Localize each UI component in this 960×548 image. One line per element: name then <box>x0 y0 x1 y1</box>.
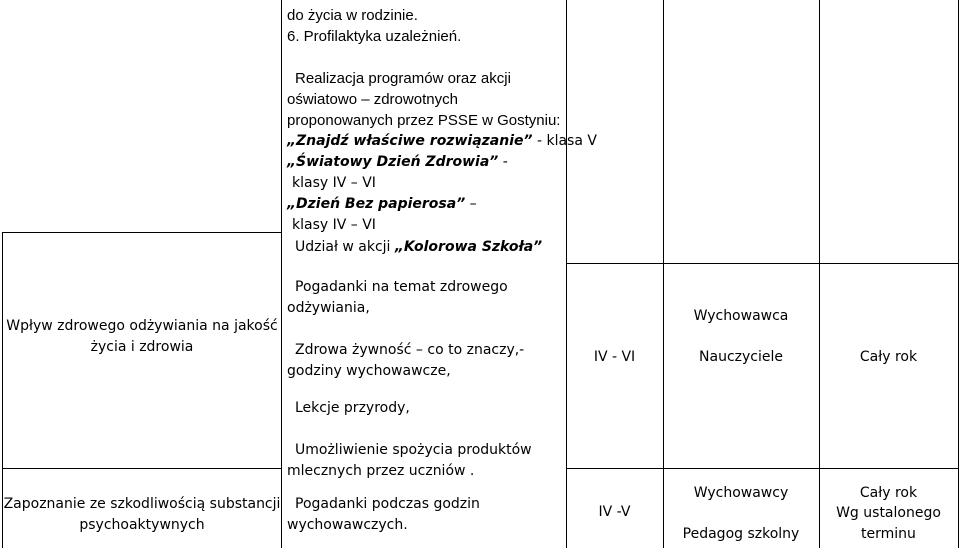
akcja-title: „Kolorowa Szkoła” <box>394 239 543 255</box>
program-suffix: - klasa V <box>532 133 597 149</box>
term-cell-row2: Cały rok <box>859 349 918 365</box>
grid-line <box>281 0 282 548</box>
topic-line: Zapoznanie ze szkodliwością substancji <box>3 496 281 512</box>
program-suffix: klasy IV – VI <box>292 175 376 191</box>
form-line: Pogadanki na temat zdrowego <box>295 279 508 295</box>
program-item <box>287 152 508 173</box>
akcja-line <box>295 237 542 258</box>
term-line: Wg ustalonego <box>836 505 941 521</box>
form-line: Umożliwienie spożycia produktów <box>295 442 532 458</box>
text-line: 6. Profilaktyka uzależnień. <box>287 28 462 45</box>
form-line: mlecznych przez uczniów . <box>287 463 475 479</box>
akcja-prefix: Udział w akcji <box>295 239 395 255</box>
grid-line <box>566 0 567 548</box>
form-line: odżywiania, <box>287 300 370 316</box>
form-line: Zdrowa żywność – co to znaczy,- <box>295 342 525 358</box>
responsible-line: Wychowawcy <box>693 485 789 501</box>
responsible-line: Nauczyciele <box>699 349 783 365</box>
program-title: „Światowy Dzień Zdrowia” <box>287 154 499 170</box>
grid-line <box>819 0 820 548</box>
program-item <box>292 215 376 236</box>
topic-line: Wpływ zdrowego odżywiania na jakość <box>6 318 278 334</box>
term-line: Cały rok <box>859 485 918 501</box>
program-item <box>287 194 477 215</box>
grid-line <box>2 468 282 469</box>
responsible-line: Pedagog szkolny <box>682 526 800 542</box>
text-line: do życia w rodzinie. <box>287 7 418 24</box>
form-line: Pogadanki podczas godzin <box>295 496 480 512</box>
text-line: oświatowo – zdrowotnych <box>287 91 458 108</box>
grid-line <box>566 263 959 264</box>
text-line: Realizacja programów oraz akcji <box>295 70 511 87</box>
program-suffix: - <box>498 154 508 170</box>
classes-cell-row3: IV -V <box>598 504 631 520</box>
program-title: „Dzień Bez papierosa” <box>287 196 466 212</box>
program-item <box>292 173 376 194</box>
grid-line <box>566 468 959 469</box>
program-suffix: klasy IV – VI <box>292 217 376 233</box>
responsible-line: Wychowawca <box>693 308 789 324</box>
program-suffix: – <box>465 196 477 212</box>
form-line: Lekcje przyrody, <box>295 400 410 416</box>
program-item <box>287 131 597 152</box>
program-title: „Znajdź właściwe rozwiązanie” <box>287 133 533 149</box>
topic-line: życia i zdrowia <box>90 339 194 355</box>
term-line: terminu <box>861 526 916 542</box>
classes-cell-row2: IV - VI <box>593 349 636 365</box>
text-line: proponowanych przez PSSE w Gostyniu: <box>287 112 561 129</box>
grid-line <box>2 232 282 233</box>
topic-line: psychoaktywnych <box>79 517 205 533</box>
grid-line <box>663 0 664 548</box>
form-line: wychowawczych. <box>287 517 408 533</box>
form-line: godziny wychowawcze, <box>287 363 451 379</box>
grid-line <box>958 0 959 548</box>
